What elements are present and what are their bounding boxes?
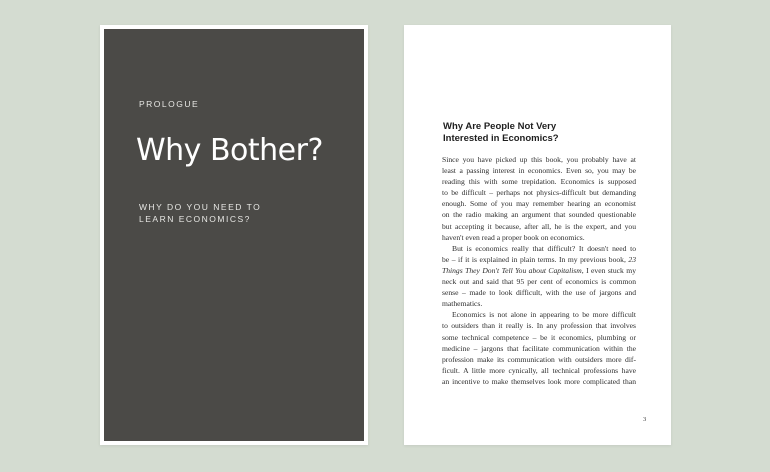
body-line: haven't even read a proper book on economics. xyxy=(442,232,585,242)
page-number: 3 xyxy=(643,416,647,423)
body-line: reading this with some trepidation. Economics is supposed xyxy=(442,177,636,187)
chapter-subtitle-line: LEARN ECONOMICS? xyxy=(139,214,251,224)
body-text xyxy=(442,154,636,387)
section-heading xyxy=(443,121,559,145)
body-line: But is economics really that difficult? It doesn't need to xyxy=(452,243,636,253)
body-line: neck out and said that 95 per cent of economics is common xyxy=(442,277,636,287)
body-line: to outsiders than it really is. In any profession that involves xyxy=(442,321,636,331)
chapter-subtitle-line: WHY DO YOU NEED TO xyxy=(139,202,262,212)
body-line: Economics is not alone in appearing to be more difficult xyxy=(452,310,636,320)
body-line xyxy=(442,265,636,276)
body-line: profession make its communication with outsiders more dif- xyxy=(442,354,636,364)
body-line xyxy=(442,254,636,265)
chapter-subtitle xyxy=(139,201,261,225)
book-title: Things They Don't Tell You about Capitalism xyxy=(442,265,582,275)
chapter-opener-panel xyxy=(104,29,364,441)
body-line: ficult. A little more cynically, all technical professions have xyxy=(442,365,636,375)
body-line: but accepting it because, after all, he is the expert, and you xyxy=(442,221,636,231)
body-line: enough. Some of you may remember hearing an economist xyxy=(442,199,636,209)
body-line: mathematics. xyxy=(442,299,483,309)
body-line: medicine – jargons that facilitate communication within the xyxy=(442,343,636,353)
body-line-text: , I even stuck my xyxy=(581,265,636,275)
body-line: to be difficult – perhaps not physics-difficult but demanding xyxy=(442,188,636,198)
body-line-text: be – if it is explained in plain terms. In my previous book, xyxy=(442,254,626,264)
chapter-title: Why Bother? xyxy=(136,133,323,168)
body-line: on the radio making an argument that sounded questionable xyxy=(442,210,636,220)
body-line: least a passing interest in economics. Even so, you may be xyxy=(442,166,636,176)
section-heading-line: Interested in Economics? xyxy=(443,133,559,144)
body-line: an incentive to make themselves look more complicated than xyxy=(442,376,636,386)
left-page xyxy=(100,25,368,445)
section-label: PROLOGUE xyxy=(139,99,200,109)
section-heading-line: Why Are People Not Very xyxy=(443,121,557,132)
body-line: Since you have picked up this book, you probably have at xyxy=(442,155,636,164)
right-page xyxy=(404,25,671,445)
body-line: some technical competence – be it economics, plumbing or xyxy=(442,332,636,342)
book-title-number: 23 xyxy=(628,254,636,264)
body-line: sense – made to look difficult, with the use of jargons and xyxy=(442,288,636,298)
